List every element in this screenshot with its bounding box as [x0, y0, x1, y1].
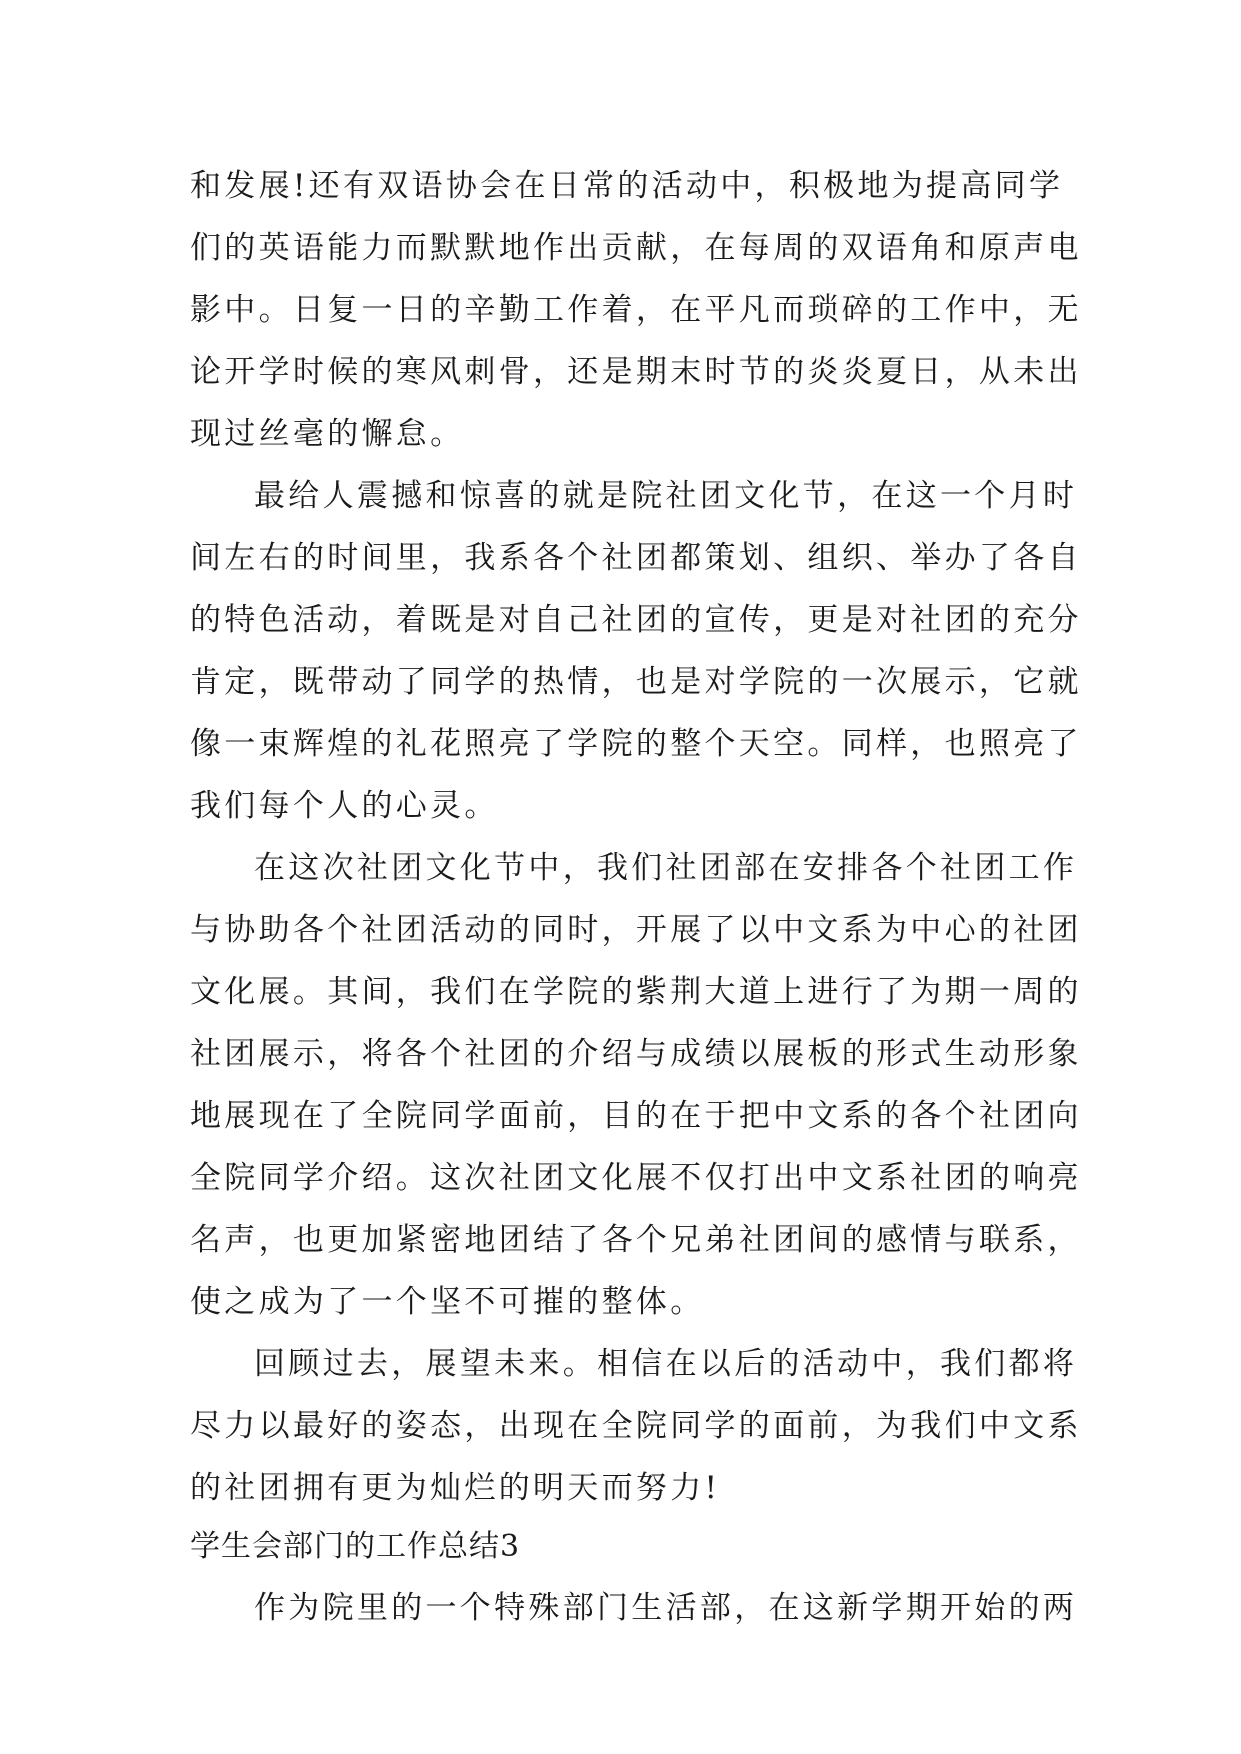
- body-text-line: 全院同学介绍。这次社团文化展不仅打出中文系社团的响亮: [190, 1160, 1082, 1196]
- body-text-line: 和发展!还有双语协会在日常的活动中，积极地为提高同学: [190, 168, 1064, 204]
- body-text-line: 文化展。其间，我们在学院的紫荆大道上进行了为期一周的: [190, 974, 1082, 1010]
- body-text-line: 的社团拥有更为灿烂的明天而努力!: [190, 1470, 721, 1506]
- body-text-line: 像一束辉煌的礼花照亮了学院的整个天空。同样，也照亮了: [190, 726, 1082, 762]
- body-text-line: 们的英语能力而默默地作出贡献，在每周的双语角和原声电: [190, 230, 1082, 266]
- body-text-line: 肯定，既带动了同学的热情，也是对学院的一次展示，它就: [190, 664, 1082, 700]
- paragraph-first-line: 作为院里的一个特殊部门生活部，在这新学期开始的两: [254, 1590, 1078, 1626]
- body-text-line: 使之成为了一个坚不可摧的整体。: [190, 1284, 705, 1320]
- body-text-line: 尽力以最好的姿态，出现在全院同学的面前，为我们中文系: [190, 1408, 1082, 1444]
- paragraph-first-line: 回顾过去，展望未来。相信在以后的活动中，我们都将: [254, 1346, 1078, 1382]
- body-text-line: 地展现在了全院同学面前，目的在于把中文系的各个社团向: [190, 1098, 1082, 1134]
- paragraph-first-line: 在这次社团文化节中，我们社团部在安排各个社团工作: [254, 850, 1078, 886]
- paragraph-first-line: 最给人震撼和惊喜的就是院社团文化节，在这一个月时: [254, 478, 1078, 514]
- body-text-line: 间左右的时间里，我系各个社团都策划、组织、举办了各自: [190, 540, 1082, 576]
- body-text-line: 名声，也更加紧密地团结了各个兄弟社团间的感情与联系，: [190, 1222, 1082, 1258]
- body-text-line: 的特色活动，着既是对自己社团的宣传，更是对社团的充分: [190, 602, 1082, 638]
- body-text-line: 与协助各个社团活动的同时，开展了以中文系为中心的社团: [190, 912, 1082, 948]
- body-text-line: 影中。日复一日的辛勤工作着，在平凡而琐碎的工作中，无: [190, 292, 1082, 328]
- body-text-line: 论开学时候的寒风刺骨，还是期末时节的炎炎夏日，从未出: [190, 354, 1082, 390]
- body-text-line: 现过丝毫的懈怠。: [190, 416, 465, 452]
- body-text-line: 我们每个人的心灵。: [190, 788, 499, 824]
- section-heading: 学生会部门的工作总结3: [190, 1529, 521, 1564]
- body-text-line: 社团展示，将各个社团的介绍与成绩以展板的形式生动形象: [190, 1036, 1082, 1072]
